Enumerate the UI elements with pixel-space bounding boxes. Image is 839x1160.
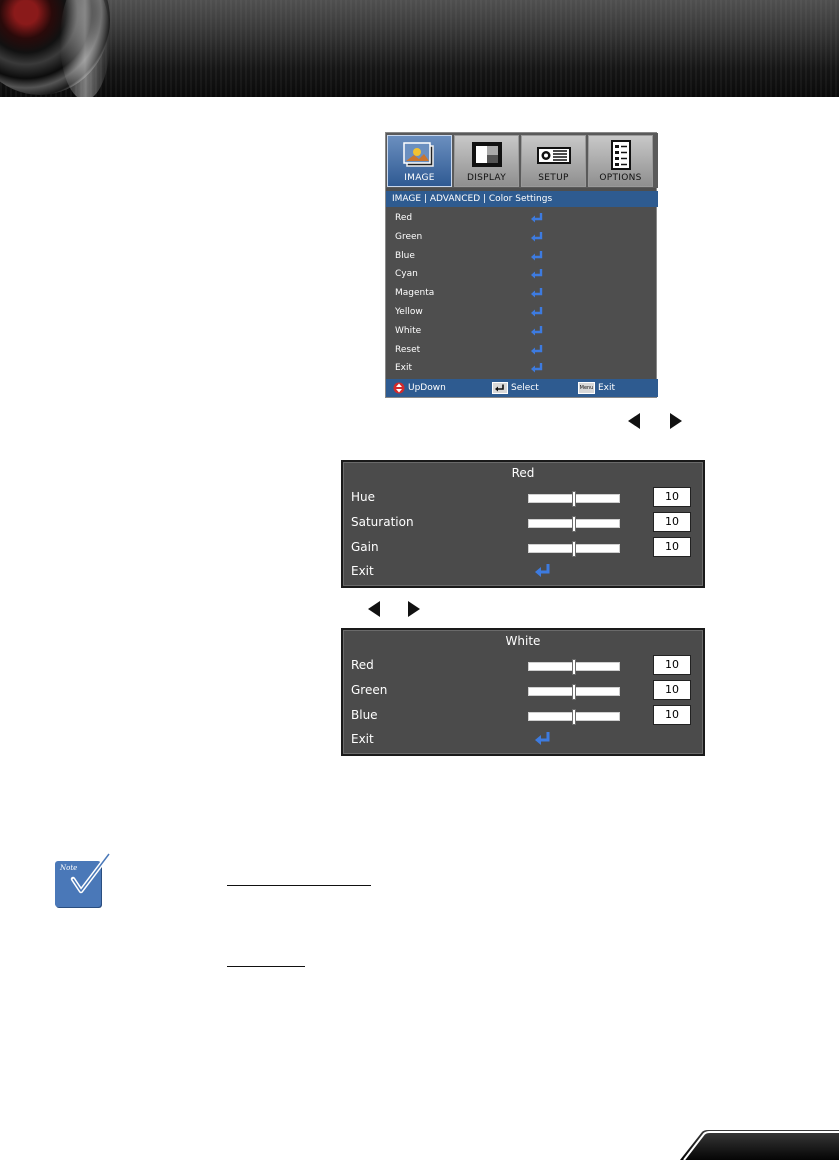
tab-options[interactable] xyxy=(588,135,653,187)
tab-display[interactable] xyxy=(454,135,519,187)
lens-highlight xyxy=(60,0,110,97)
saturation-slider[interactable] xyxy=(528,519,620,528)
red-settings-panel xyxy=(341,460,705,588)
panel-title: White xyxy=(505,634,541,648)
osd-menu xyxy=(385,132,657,398)
gain-value: 10 xyxy=(653,537,691,557)
osd-footer xyxy=(386,379,658,397)
header-banner xyxy=(0,0,839,97)
right-arrow-icon xyxy=(670,413,682,429)
blue-value: 10 xyxy=(653,705,691,725)
menu-item-label: Cyan xyxy=(395,269,418,280)
panel-title: Red xyxy=(511,466,535,480)
left-right-arrows xyxy=(628,413,688,431)
enter-icon xyxy=(530,306,544,318)
image-icon xyxy=(402,140,438,170)
hue-slider[interactable] xyxy=(528,494,620,503)
enter-icon xyxy=(530,362,544,374)
footer-updown-label: UpDown xyxy=(408,383,446,393)
menu-item-label: Reset xyxy=(395,344,421,355)
slider-knob[interactable] xyxy=(572,709,576,725)
osd-tab-bar xyxy=(386,133,658,188)
row-label: Gain xyxy=(351,540,379,554)
enter-icon xyxy=(530,268,544,280)
row-label: Exit xyxy=(351,564,374,578)
note-icon xyxy=(55,853,113,909)
row-label: Exit xyxy=(351,732,374,746)
enter-icon xyxy=(530,250,544,262)
menu-item-cyan[interactable] xyxy=(386,265,658,284)
menu-item-label: White xyxy=(395,325,422,336)
enter-icon xyxy=(534,562,552,580)
setup-icon xyxy=(536,140,572,170)
menu-item-yellow[interactable] xyxy=(386,303,658,322)
menu-item-label: Blue xyxy=(395,250,415,261)
left-arrow-icon xyxy=(368,601,380,617)
underline-rule xyxy=(227,966,305,967)
menu-item-label: Green xyxy=(395,231,423,242)
slider-knob[interactable] xyxy=(572,541,576,557)
osd-item-list xyxy=(386,209,658,378)
right-arrow-icon xyxy=(408,601,420,617)
exit-row[interactable] xyxy=(351,730,701,750)
menu-item-label: Exit xyxy=(395,363,413,374)
slider-knob[interactable] xyxy=(572,516,576,532)
page-footer-tab xyxy=(680,1130,839,1160)
red-value: 10 xyxy=(653,655,691,675)
red-slider[interactable] xyxy=(528,662,620,671)
green-row[interactable] xyxy=(351,681,701,701)
tab-image[interactable] xyxy=(387,135,452,187)
enter-icon xyxy=(530,231,544,243)
gain-row[interactable] xyxy=(351,538,701,558)
hue-value: 10 xyxy=(653,487,691,507)
green-value: 10 xyxy=(653,680,691,700)
menu-item-white[interactable] xyxy=(386,322,658,341)
menu-item-label: Magenta xyxy=(395,288,435,299)
enter-icon xyxy=(530,287,544,299)
left-arrow-icon xyxy=(628,413,640,429)
slider-knob[interactable] xyxy=(572,491,576,507)
updown-icon xyxy=(393,382,405,394)
menu-item-magenta[interactable] xyxy=(386,284,658,303)
tab-label: SETUP xyxy=(538,173,569,183)
menu-item-reset[interactable] xyxy=(386,341,658,360)
left-right-arrows xyxy=(368,601,428,619)
saturation-row[interactable] xyxy=(351,513,701,533)
slider-knob[interactable] xyxy=(572,659,576,675)
menu-item-exit[interactable] xyxy=(386,359,658,378)
menu-item-red[interactable] xyxy=(386,209,658,228)
gain-slider[interactable] xyxy=(528,544,620,553)
options-icon xyxy=(603,140,639,170)
select-key-icon xyxy=(492,382,508,394)
red-row[interactable] xyxy=(351,656,701,676)
row-label: Red xyxy=(351,658,374,672)
banner-glow xyxy=(80,0,839,97)
menu-key-icon: Menu xyxy=(578,382,595,394)
tab-setup[interactable] xyxy=(521,135,586,187)
menu-item-label: Yellow xyxy=(395,306,423,317)
menu-item-green[interactable] xyxy=(386,228,658,247)
tab-label: OPTIONS xyxy=(599,173,642,183)
blue-slider[interactable] xyxy=(528,712,620,721)
enter-icon xyxy=(530,325,544,337)
saturation-value: 10 xyxy=(653,512,691,532)
slider-knob[interactable] xyxy=(572,684,576,700)
underline-rule xyxy=(227,885,371,886)
enter-icon xyxy=(530,212,544,224)
footer-select-label: Select xyxy=(511,383,539,393)
green-slider[interactable] xyxy=(528,687,620,696)
footer-exit-label: Exit xyxy=(598,383,616,393)
enter-icon xyxy=(530,344,544,356)
row-label: Blue xyxy=(351,708,378,722)
enter-icon xyxy=(534,730,552,748)
exit-row[interactable] xyxy=(351,562,701,582)
hue-row[interactable] xyxy=(351,488,701,508)
display-icon xyxy=(469,140,505,170)
note-check-icon xyxy=(59,853,113,903)
menu-item-label: Red xyxy=(395,213,413,223)
blue-row[interactable] xyxy=(351,706,701,726)
tab-label: IMAGE xyxy=(404,173,435,183)
menu-item-blue[interactable] xyxy=(386,247,658,266)
row-label: Green xyxy=(351,683,388,697)
row-label: Hue xyxy=(351,490,376,504)
tab-label: DISPLAY xyxy=(466,173,506,183)
note-label: Note xyxy=(60,864,78,872)
white-settings-panel xyxy=(341,628,705,756)
breadcrumb: IMAGE | ADVANCED | Color Settings xyxy=(386,191,658,207)
row-label: Saturation xyxy=(351,515,414,529)
